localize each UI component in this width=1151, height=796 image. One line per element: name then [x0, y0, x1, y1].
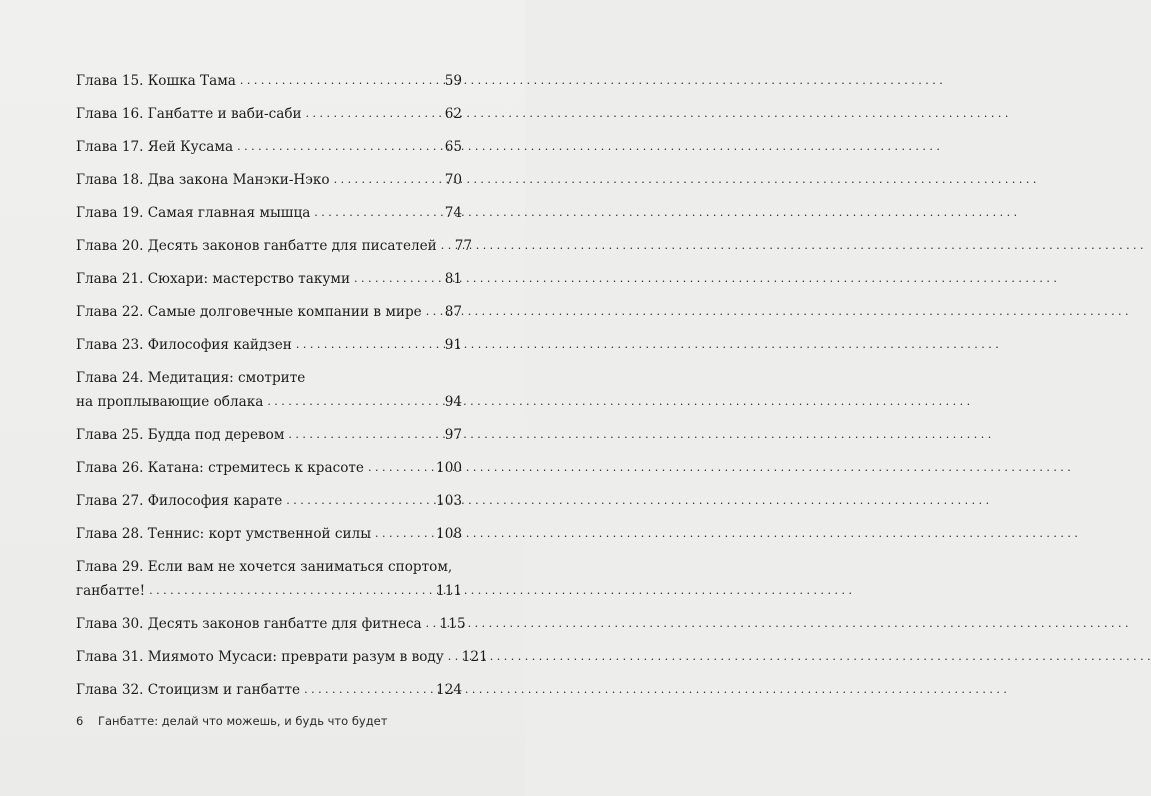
- toc-entry-page: 59: [444, 73, 462, 89]
- toc-entry-title: Глава 16. Ганбатте и ваби-саби: [76, 106, 302, 122]
- toc-entry: [76, 615, 466, 634]
- toc-entry-title: ганбатте!: [76, 583, 146, 599]
- toc-entry-page: 94: [444, 394, 462, 410]
- toc-leader-dots: [448, 647, 458, 666]
- toc-entry-title-line1: Глава 29. Если вам не хочется заниматься спортом,: [76, 559, 453, 575]
- toc-entry-page: 87: [444, 304, 462, 320]
- toc-entry: [76, 525, 462, 544]
- toc-leader-dots: [296, 335, 441, 354]
- toc-entry-title: Глава 26. Катана: стремитесь к красоте: [76, 460, 364, 476]
- toc-entry: [76, 171, 462, 190]
- toc-entry-page: 97: [444, 427, 462, 443]
- toc-leader-dots: [306, 104, 441, 123]
- toc-entry-page: 62: [444, 106, 462, 122]
- toc-entry-title: Глава 32. Стоицизм и ганбатте: [76, 682, 301, 698]
- toc-entry-title: Глава 31. Миямото Мусаси: преврати разум в воду: [76, 649, 444, 665]
- toc-entry-title: Глава 25. Будда под деревом: [76, 427, 285, 443]
- toc-entry-title: Глава 19. Самая главная мышца: [76, 205, 311, 221]
- toc-entry: [76, 303, 462, 322]
- toc-entry: [76, 369, 462, 412]
- toc-entry-page: 77: [454, 238, 473, 254]
- toc-entry-page: 108: [436, 526, 462, 542]
- toc-leader-dots: [149, 581, 432, 600]
- toc-entry: [76, 270, 462, 289]
- toc-entry-page: 103: [436, 493, 462, 509]
- toc-entry-page: 100: [436, 460, 462, 476]
- toc-entry: [76, 204, 462, 223]
- toc-leader-dots: [426, 302, 441, 321]
- toc-entry: [76, 237, 473, 256]
- toc-leader-dots: [426, 614, 436, 633]
- toc-entry-title: Глава 18. Два закона Манэки-Нэко: [76, 172, 330, 188]
- toc-entry: [76, 681, 462, 700]
- toc-entry-page: 111: [436, 583, 462, 599]
- toc-entry-title: Глава 17. Яей Кусама: [76, 139, 234, 155]
- toc-leader-dots: [237, 137, 441, 156]
- toc-entry-title: Глава 28. Теннис: корт умственной силы: [76, 526, 372, 542]
- toc-entry-page: 91: [444, 337, 462, 353]
- toc-entry-title: Глава 30. Десять законов ганбатте для фитнеса: [76, 616, 422, 632]
- toc-entry: [76, 492, 462, 511]
- toc-leader-dots: [334, 170, 441, 189]
- toc-entry: [76, 105, 462, 124]
- toc-leader-dots: [304, 680, 432, 699]
- toc-entry: [76, 426, 462, 445]
- toc-leader-dots: [314, 203, 440, 222]
- toc-entry: [76, 558, 462, 601]
- toc-entry-page: 65: [444, 139, 462, 155]
- toc-entry: [76, 459, 462, 478]
- toc-entry-page: 124: [436, 682, 462, 698]
- toc-leader-dots: [288, 425, 440, 444]
- toc-leader-dots: [240, 71, 441, 90]
- toc-entry-title: Глава 15. Кошка Тама: [76, 73, 236, 89]
- toc-entry-page: 115: [439, 616, 466, 632]
- toc-entry-page: 74: [444, 205, 462, 221]
- toc-entry: [76, 648, 488, 667]
- running-title: Ганбатте: делай что можешь, и будь что будет: [98, 714, 388, 728]
- toc-leader-dots: [375, 524, 432, 543]
- toc-entry: [76, 72, 462, 91]
- toc-entry-title-line1: Глава 24. Медитация: смотрите: [76, 370, 306, 386]
- toc-leader-dots: [368, 458, 432, 477]
- toc-entry: [76, 336, 462, 355]
- toc-leader-dots: [267, 392, 440, 411]
- toc-entry: [76, 138, 462, 157]
- toc-entry-title: Глава 22. Самые долговечные компании в мире: [76, 304, 422, 320]
- toc-leader-dots: [441, 236, 451, 255]
- toc-entry-page: 121: [461, 649, 488, 665]
- toc-leader-dots: [286, 491, 432, 510]
- toc-leader-dots: [354, 269, 441, 288]
- page-footer: [76, 714, 476, 728]
- book-page: [0, 0, 525, 796]
- toc-entry-title: Глава 20. Десять законов ганбатте для писателей: [76, 238, 437, 254]
- toc-entry-title: Глава 27. Философия карате: [76, 493, 283, 509]
- page-number: 6: [76, 714, 84, 728]
- toc-entry-title: Глава 23. Философия кайдзен: [76, 337, 292, 353]
- toc-entry-title: на проплывающие облака: [76, 394, 264, 410]
- toc-entry-title: Глава 21. Сюхари: мастерство такуми: [76, 271, 351, 287]
- toc-entry-page: 70: [444, 172, 462, 188]
- toc-entry-page: 81: [444, 271, 462, 287]
